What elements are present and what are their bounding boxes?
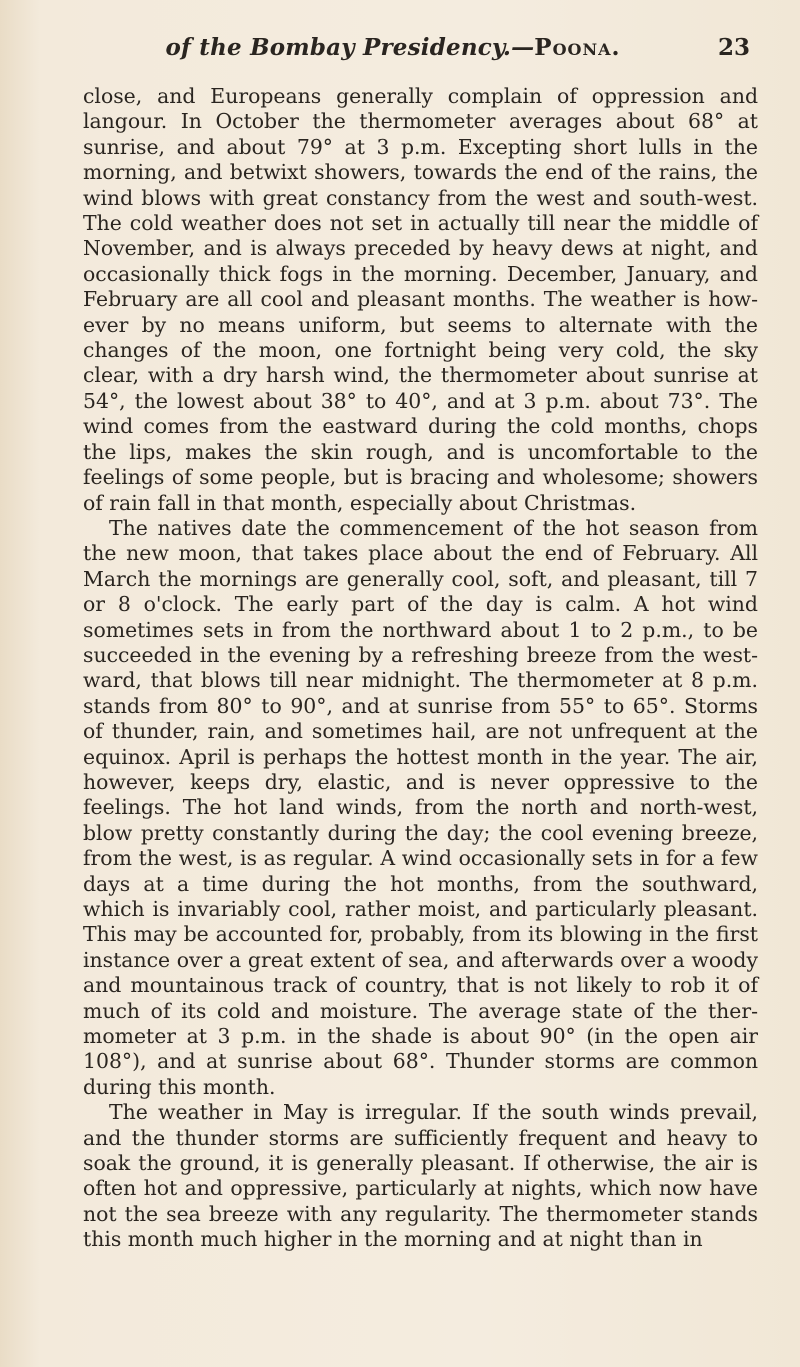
page-header	[80, 34, 750, 68]
running-head	[80, 34, 706, 61]
page-number: 23	[717, 34, 750, 61]
paragraph-2: The natives date the commencement of the hot season from the new moon, that takes place about the end of February. All March the mornings are generally cool, soft, and pleasant, till 7 or 8 o'clock. The early part of the day is calm. A hot wind sometimes sets in from the northward about 1 to 2 p.m., to be succeeded in the evening by a refreshing breeze from the west- ward, that blows till near midnight. The thermometer at 8 p.m. stands from 80° to 90°, and at sunrise from 55° to 65°. Storms of thunder, rain, and sometimes hail, are not unfrequent at the equinox. April is perhaps the hottest month in the year. The air, however, keeps dry, elastic, and is never oppressive to the feelings. The hot land winds, from the north and north-west, blow pretty constantly during the day; the cool evening breeze, from the west, is as regular. A wind occasionally sets in for a few days at a time during the hot months, from the southward, which is invariably cool, rather moist, and particularly pleasant. This may be accounted for, probably, from its blowing in the first instance over a great extent of sea, and afterwards over a woody and mountainous track of country, that is not likely to rob it of much of its cold and moisture. The average state of the ther- mometer at 3 p.m. in the shade is about 90° (in the open air 108°), and at sunrise about 68°. Thunder storms are common during this month.	[83, 515, 758, 1099]
running-head-place: Poona.	[534, 34, 621, 61]
body-text	[83, 84, 758, 1253]
running-head-title: of the Bombay Presidency.—	[165, 34, 535, 61]
paragraph-3: The weather in May is irregular. If the south winds prevail, and the thunder storms are sufficiently frequent and heavy to soak the ground, it is generally pleasant. If otherwise, the air is often hot and oppressive, particularly at nights, which now have not the sea breeze with any regularity. The thermometer stands this month much higher in the morning and at night than in	[83, 1100, 758, 1252]
paragraph-1: close, and Europeans generally complain of oppression and langour. In October the thermometer averages about 68° at sunrise, and about 79° at 3 p.m. Excepting short lulls in the morning, and betwixt showers, towards the end of the rains, the wind blows with great constancy from the west and south-west. The cold weather does not set in actually till near the middle of November, and is always preceded by heavy dews at night, and occasionally thick fogs in the morning. December, January, and February are all cool and pleasant months. The weather is how- ever by no means uniform, but seems to alternate with the changes of the moon, one fortnight being very cold, the sky clear, with a dry harsh wind, the thermometer about sunrise at 54°, the lowest about 38° to 40°, and at 3 p.m. about 73°. The wind comes from the eastward during the cold months, chops the lips, makes the skin rough, and is uncomfortable to the feelings of some people, but is bracing and wholesome; showers of rain fall in that month, especially about Christmas.	[83, 84, 758, 515]
